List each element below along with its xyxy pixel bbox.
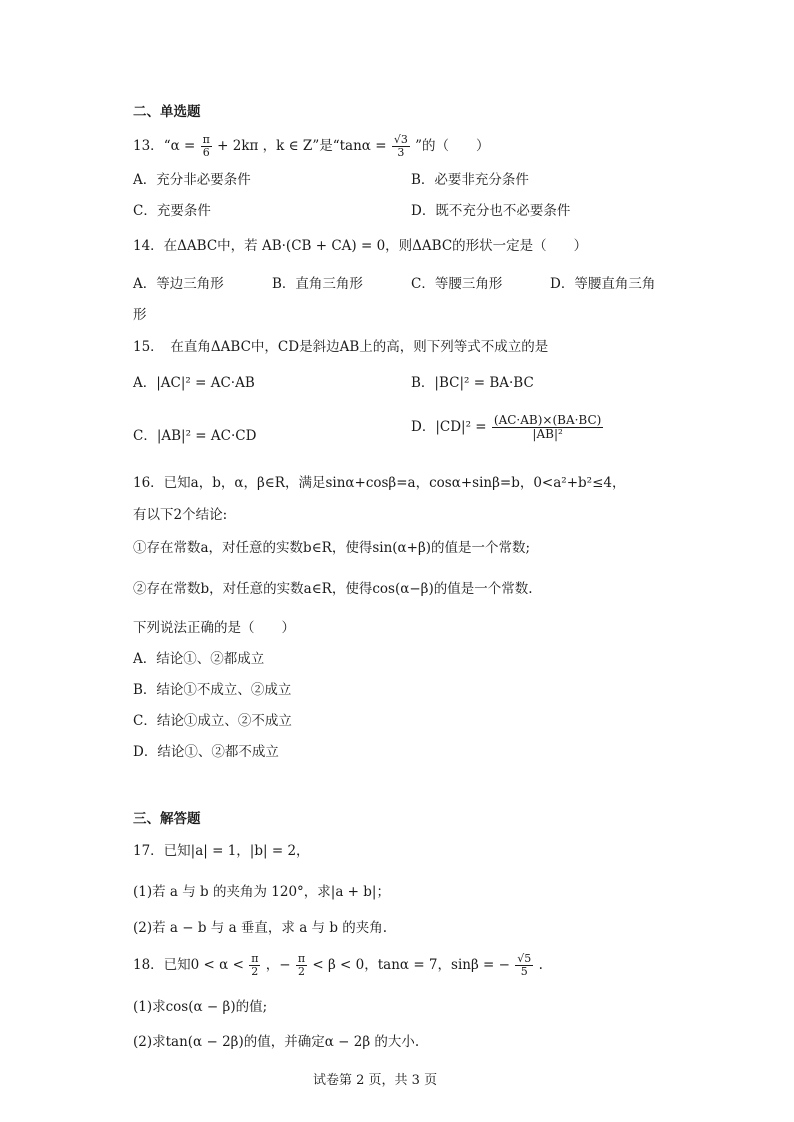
- q18-part1: 18．已知0 < α <: [133, 957, 244, 974]
- q16-ask: 下列说法正确的是（ ）: [133, 620, 295, 636]
- q18-part-1: (1)求cos(α − β)的值;: [133, 999, 268, 1015]
- q13-part1: “α =: [163, 138, 196, 155]
- q18-frac1-den: 2: [251, 965, 259, 979]
- question-17-stem: 17．已知|a| = 1，|b| = 2，: [133, 843, 310, 859]
- q18-fraction-pi-2-b: [296, 953, 307, 978]
- q13-frac1-den: 6: [202, 146, 210, 160]
- q13-option-a: A．充分非必要条件: [133, 172, 251, 188]
- section-title-answer: 三、解答题: [133, 811, 201, 827]
- q13-option-d: D．既不充分也不必要条件: [411, 203, 571, 219]
- q13-frac2-den: 3: [397, 146, 405, 160]
- q13-part2: + 2kπ ，k ∈ Z”是“tanα =: [217, 138, 387, 155]
- q15-d-left: |CD|² =: [435, 419, 487, 436]
- q18-fraction-sqrt5-5: [515, 953, 533, 978]
- q18-frac3-den: 5: [520, 965, 528, 979]
- q16-option-b: B．结论①不成立、②成立: [133, 682, 292, 698]
- q13-option-c: C．充要条件: [133, 203, 211, 219]
- q18-part4: .: [538, 957, 543, 974]
- question-14-stem: 14．在ΔABC中，若 AB·(CB + CA) = 0，则ΔABC的形状一定是（ ）: [133, 238, 588, 254]
- q17-part-2: (2)若 a − b 与 a 垂直，求 a 与 b 的夹角.: [133, 920, 388, 936]
- q15-d-fraction: [492, 414, 603, 441]
- section-title-single-choice: 二、单选题: [133, 104, 201, 120]
- q18-part2: ，−: [265, 957, 291, 974]
- q13-frac1-num: π: [202, 133, 210, 146]
- q16-option-d: D．结论①、②都不成立: [133, 744, 279, 760]
- q15-option-b: B．|BC|² = BA·BC: [411, 375, 534, 391]
- q15-d-label: D．: [411, 419, 436, 436]
- question-16-stem: 16．已知a，b，α，β∈R，满足sinα+cosβ=a，cosα+sinβ=b，0<a²+b²≤4，: [133, 475, 626, 491]
- q18-frac1-num: π: [251, 952, 259, 965]
- q15-option-a: A．|AC|² = AC·AB: [133, 375, 255, 391]
- q13-part3: ”的（ ）: [415, 138, 490, 155]
- q15-d-denominator: |AB|²: [532, 427, 563, 442]
- q13-fraction-sqrt3-3: [392, 134, 410, 159]
- q16-conclusion-2: ②存在常数b，对任意的实数a∈R，使得cos(α−β)的值是一个常数.: [133, 581, 533, 597]
- q15-option-c: C．|AB|² = AC·CD: [133, 428, 257, 444]
- q17-part-1: (1)若 a 与 b 的夹角为 120°，求|a + b|；: [133, 884, 390, 900]
- q18-frac2-num: π: [297, 952, 306, 965]
- q13-frac2-num: √3: [393, 133, 408, 146]
- q13-number: 13．: [133, 138, 164, 155]
- q16-option-c: C．结论①成立、②不成立: [133, 713, 292, 729]
- q14-option-c: C．等腰三角形: [411, 276, 503, 292]
- q15-option-d: [411, 414, 604, 441]
- q18-frac2-den: 2: [297, 965, 305, 979]
- q13-fraction-pi-6: [201, 134, 212, 159]
- q14-option-a: A．等边三角形: [133, 276, 224, 292]
- q18-part-2: (2)求tan(α − 2β)的值，并确定α − 2β 的大小.: [133, 1034, 420, 1050]
- q16-option-a: A．结论①、②都成立: [133, 651, 265, 667]
- q16-conclusion-1: ①存在常数a，对任意的实数b∈R，使得sin(α+β)的值是一个常数;: [133, 540, 531, 556]
- q14-option-d-continued: 形: [133, 307, 147, 323]
- page-footer: 试卷第 2 页，共 3 页: [313, 1073, 438, 1088]
- q14-option-b: B．直角三角形: [272, 276, 363, 292]
- q18-part3: < β < 0，tanα = 7，sinβ = −: [312, 957, 510, 974]
- q16-stem-line2: 有以下2个结论:: [133, 507, 228, 523]
- q13-option-b: B．必要非充分条件: [411, 172, 529, 188]
- question-18-stem: [133, 953, 543, 978]
- question-13-stem: [133, 134, 490, 159]
- question-15-stem: 15． 在直角ΔABC中，CD是斜边AB上的高，则下列等式不成立的是: [133, 339, 549, 355]
- q18-fraction-pi-2-a: [249, 953, 260, 978]
- q18-frac3-num: √5: [517, 952, 532, 965]
- q14-option-d: D．等腰直角三角: [550, 276, 656, 292]
- q15-d-numerator: (AC·AB)×(BA·BC): [493, 413, 602, 427]
